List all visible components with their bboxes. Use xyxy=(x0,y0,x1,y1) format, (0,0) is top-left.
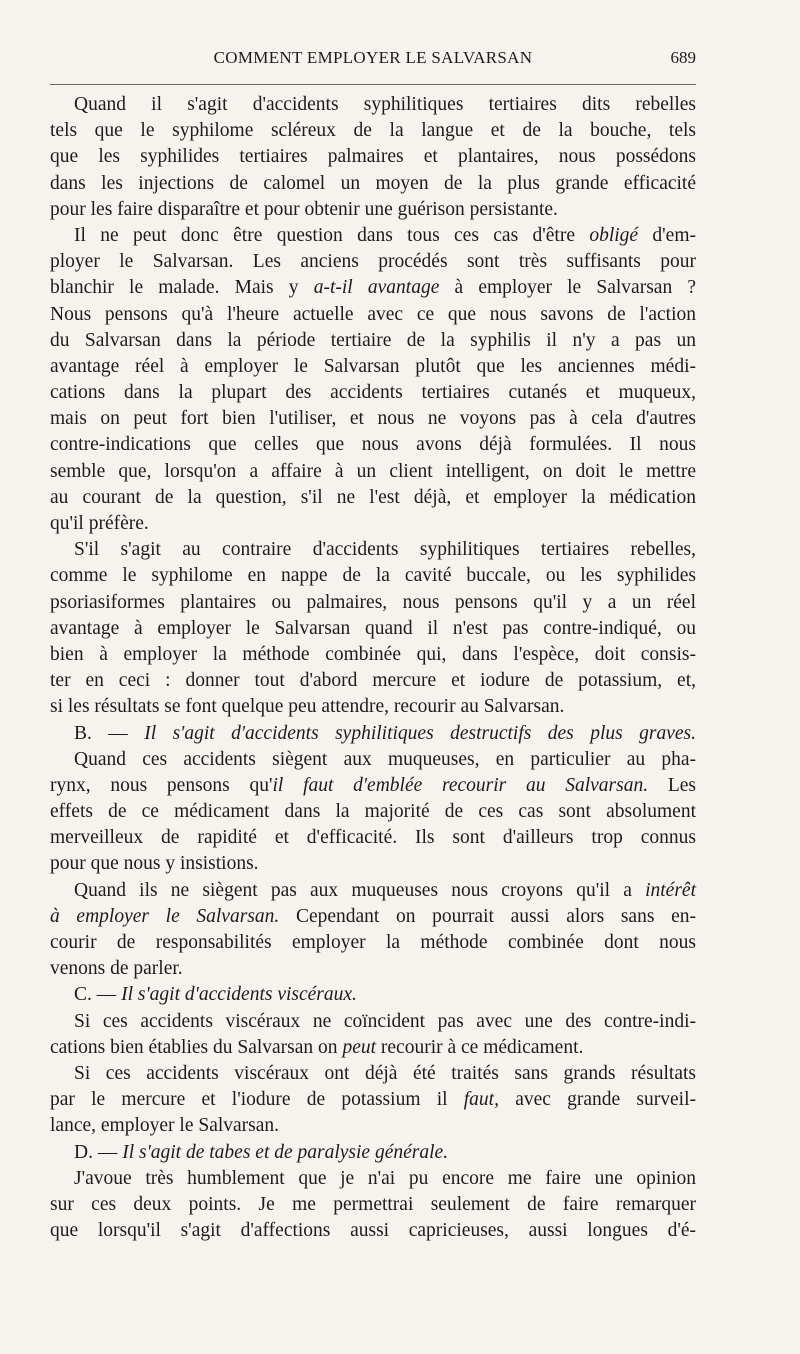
text-line xyxy=(50,982,696,1008)
text-line xyxy=(50,694,696,720)
italic-text: peut xyxy=(342,1036,377,1058)
text-run: avec grande surveil- xyxy=(498,1089,696,1111)
text-line xyxy=(50,1035,696,1061)
text-run: Si ces accidents viscéraux ont déjà été traités sans grands résultats xyxy=(74,1062,696,1084)
text-run: Quand il s'agit d'accidents syphilitiques tertiaires dits rebelles xyxy=(74,94,696,115)
text-line xyxy=(50,223,696,249)
italic-text: Il s'agit de tabes et de paralysie générale. xyxy=(122,1141,449,1163)
text-run: B. — xyxy=(74,722,145,744)
text-line xyxy=(50,406,696,432)
text-line xyxy=(50,1166,696,1192)
text-run: courir de responsabilités employer la méthode combinée dont nous xyxy=(50,932,696,953)
text-run: C. — xyxy=(74,984,122,1006)
text-line xyxy=(50,668,696,694)
text-line xyxy=(50,511,696,537)
text-line xyxy=(50,799,696,825)
text-line xyxy=(50,773,696,799)
running-head xyxy=(50,48,696,72)
text-run: à employer le Salvarsan ? xyxy=(439,277,697,299)
text-run: recourir à ce médicament. xyxy=(376,1036,584,1058)
text-run: avantage réel à employer le Salvarsan plutôt que les anciennes médi- xyxy=(50,355,696,377)
text-run: rynx, nous pensons qu' xyxy=(50,774,273,796)
text-run: du Salvarsan dans la période tertiaire de la syphilis il n'y a pas un xyxy=(50,329,696,351)
text-run: S'il s'agit au contraire d'accidents syphilitiques tertiaires rebelles, xyxy=(74,539,696,561)
text-line xyxy=(50,171,696,197)
text-line xyxy=(50,354,696,380)
text-line xyxy=(50,275,696,301)
text-line xyxy=(50,851,696,877)
italic-text: à employer le Salvarsan. xyxy=(50,905,280,927)
text-run: sur ces deux points. Je me permettrai seulement de faire remarquer xyxy=(50,1193,696,1215)
text-run: que les syphilides tertiaires palmaires et plantaires, nous possédons xyxy=(50,146,696,168)
text-run: mais on peut fort bien l'utiliser, et nous ne voyons pas à cela d'autres xyxy=(50,408,696,430)
text-line xyxy=(50,1192,696,1218)
text-line xyxy=(50,537,696,563)
text-line xyxy=(50,432,696,458)
italic-text: faut, xyxy=(463,1089,499,1111)
text-run: cations bien établies du Salvarsan on xyxy=(50,1036,343,1058)
text-line xyxy=(50,249,696,275)
body-text xyxy=(50,92,696,1244)
text-run: ployer le Salvarsan. Les anciens procédés sont très suffisants pour xyxy=(50,251,696,273)
text-run: D. — xyxy=(74,1141,123,1163)
text-run: Les xyxy=(648,774,696,796)
text-run: merveilleux de rapidité et d'efficacité. Ils sont d'ailleurs trop connus xyxy=(50,827,696,849)
text-run: blanchir le malade. Mais y xyxy=(50,277,314,299)
text-line xyxy=(50,92,696,118)
text-run: avantage à employer le Salvarsan quand il n'est pas contre-indiqué, ou xyxy=(50,617,696,639)
italic-text: Il s'agit d'accidents syphilitiques destructifs des plus graves. xyxy=(144,722,696,744)
text-run: Quand ces accidents siègent aux muqueuses, en particulier au pha- xyxy=(74,748,696,770)
text-run: bien à employer la méthode combinée qui, dans l'espèce, doit consis- xyxy=(50,643,696,665)
text-line xyxy=(50,904,696,930)
text-run: pour les faire disparaître et pour obtenir une guérison persistante. xyxy=(50,198,558,220)
text-run: effets de ce médicament dans la majorité de ces cas sont absolument xyxy=(50,801,696,823)
text-run: par le mercure et l'iodure de potassium il xyxy=(50,1089,464,1111)
text-line xyxy=(50,825,696,851)
text-line xyxy=(50,563,696,589)
text-line xyxy=(50,1061,696,1087)
text-run: que lorsqu'il s'agit d'affections aussi capricieuses, aussi longues d'é- xyxy=(50,1220,696,1242)
running-title: COMMENT EMPLOYER LE SALVARSAN xyxy=(213,48,533,67)
header-rule xyxy=(50,84,696,85)
text-run: si les résultats se font quelque peu attendre, recourir au Salvarsan. xyxy=(50,696,565,718)
italic-text: obligé xyxy=(589,224,639,246)
text-run: Il ne peut donc être question dans tous ces cas d'être xyxy=(74,224,590,246)
text-run: dans les injections de calomel un moyen de la plus grande efficacité xyxy=(50,172,696,194)
text-line xyxy=(50,485,696,511)
text-line xyxy=(50,1140,696,1166)
text-line xyxy=(50,956,696,982)
text-line xyxy=(50,721,696,747)
text-run: lance, employer le Salvarsan. xyxy=(50,1115,280,1137)
text-line xyxy=(50,590,696,616)
text-line xyxy=(50,1087,696,1113)
italic-text: il faut d'emblée recourir au Salvarsan. xyxy=(272,774,649,796)
text-run: Quand ils ne siègent pas aux muqueuses nous croyons qu'il a xyxy=(74,879,646,901)
text-run: cations dans la plupart des accidents tertiaires cutanés et muqueux, xyxy=(50,382,696,404)
text-run: au courant de la question, s'il ne l'est déjà, et employer la médication xyxy=(50,486,696,508)
text-line xyxy=(50,878,696,904)
text-run: comme le syphilome en nappe de la cavité buccale, ou les syphilides xyxy=(50,565,696,587)
text-line xyxy=(50,930,696,956)
text-run: Nous pensons qu'à l'heure actuelle avec ce que nous savons de l'action xyxy=(50,303,696,325)
text-run: d'em- xyxy=(638,224,696,246)
text-line xyxy=(50,459,696,485)
text-line xyxy=(50,747,696,773)
text-run: semble que, lorsqu'on a affaire à un client intelligent, on doit le mettre xyxy=(50,460,696,482)
italic-text: intérêt xyxy=(645,879,696,901)
text-line xyxy=(50,1113,696,1139)
text-run: tels que le syphilome scléreux de la langue et de la bouche, tels xyxy=(50,120,696,142)
text-line xyxy=(50,302,696,328)
text-line xyxy=(50,1218,696,1244)
text-line xyxy=(50,118,696,144)
text-run: contre-indications que celles que nous avons déjà formulées. Il nous xyxy=(50,434,696,456)
text-run: Cependant on pourrait aussi alors sans en- xyxy=(279,905,696,927)
text-line xyxy=(50,1009,696,1035)
text-line xyxy=(50,616,696,642)
text-run: qu'il préfère. xyxy=(50,513,149,534)
text-run: venons de parler. xyxy=(50,958,183,980)
text-run: Si ces accidents viscéraux ne coïncident pas avec une des contre-indi- xyxy=(74,1010,696,1032)
text-run: psoriasiformes plantaires ou palmaires, nous pensons qu'il y a un réel xyxy=(50,591,696,613)
page-number: 689 xyxy=(670,48,696,67)
text-run: ter en ceci : donner tout d'abord mercure et iodure de potassium, et, xyxy=(50,670,696,692)
text-line xyxy=(50,328,696,354)
text-run: J'avoue très humblement que je n'ai pu encore me faire une opinion xyxy=(74,1167,696,1189)
text-line xyxy=(50,144,696,170)
text-line xyxy=(50,380,696,406)
italic-text: Il s'agit d'accidents viscéraux. xyxy=(121,984,357,1006)
italic-text: a-t-il avantage xyxy=(313,277,440,299)
text-line xyxy=(50,642,696,668)
text-run: pour que nous y insistions. xyxy=(50,853,259,875)
text-line xyxy=(50,197,696,223)
